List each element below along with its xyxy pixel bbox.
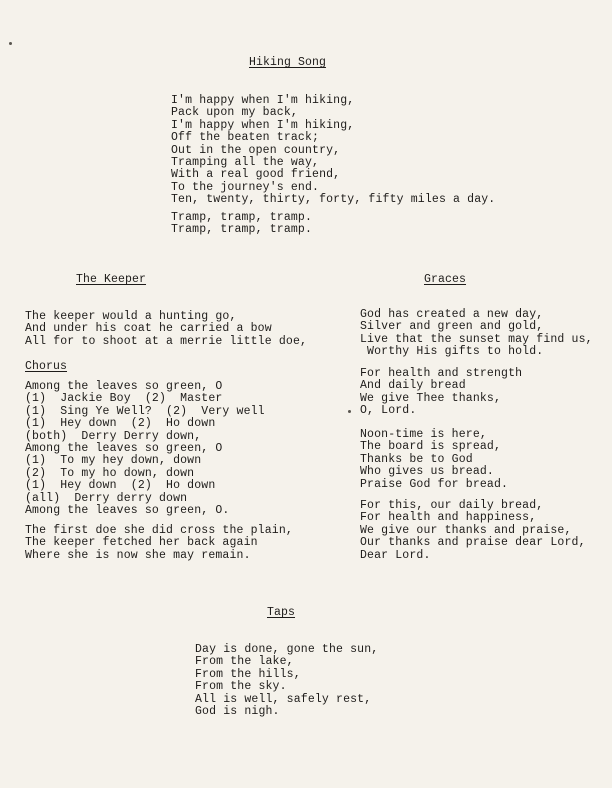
text-line: We give Thee thanks, [360,391,502,405]
text-line: (both) Derry Derry down, [25,429,202,443]
grace-2 [360,368,522,418]
text-line: From the lake, [195,655,294,669]
text-line: Worthy His gifts to hold. [360,345,544,359]
text-line: To the journey's end. [171,180,320,194]
text-line: (1) Jackie Boy (2) Master [25,392,223,406]
text-line: The first doe she did cross the plain, [25,524,293,537]
text-line: Tramping all the way, [171,156,320,170]
text-line: And daily bread [360,379,466,393]
the-keeper-verse-2 [25,525,293,562]
chorus-title: Chorus [25,360,68,373]
text-line: Tramp, tramp, tramp. [171,223,313,237]
grace-4 [360,500,586,562]
text-line: Tramp, tramp, tramp. [171,211,313,224]
text-line: All for to shoot at a merrie little doe, [25,334,308,348]
text-line: With a real good friend, [171,168,341,182]
the-keeper-chorus [25,381,265,517]
text-line: (1) Sing Ye Well? (2) Very well [25,404,265,418]
text-line: Off the beaten track; [171,131,320,145]
text-line: (2) To my ho down, down [25,466,195,480]
text-line: (1) To my hey down, down [25,454,202,468]
text-line: Among the leaves so green, O. [25,504,230,518]
text-line: I'm happy when I'm hiking, [171,118,355,132]
text-line: God has created a new day, [360,308,544,321]
text-line: Out in the open country, [171,143,341,157]
text-line: From the hills, [195,667,301,681]
hiking-song-refrain [171,212,312,237]
text-line: Dear Lord. [360,548,431,562]
text-line: For health and happiness, [360,511,537,525]
text-line: (all) Derry derry down [25,491,188,505]
text-line: (1) Hey down (2) Ho down [25,417,216,431]
text-line: Ten, twenty, thirty, forty, fifty miles a day. [171,193,496,207]
the-keeper-title: The Keeper [76,273,147,286]
grace-3 [360,429,508,491]
text-line: Our thanks and praise dear Lord, [360,536,586,550]
text-line: (1) Hey down (2) Ho down [25,479,216,493]
taps-title: Taps [267,606,296,619]
text-line: We give our thanks and praise, [360,523,572,537]
graces-title: Graces [424,273,467,286]
text-line: From the sky. [195,680,287,694]
text-line: For health and strength [360,367,523,380]
hiking-song-title: Hiking Song [249,56,327,69]
text-line: And under his coat he carried a bow [25,322,272,336]
text-line: Among the leaves so green, O [25,442,223,456]
text-line: The board is spread, [360,440,502,454]
text-line: Thanks be to God [360,452,473,466]
text-line: Silver and green and gold, [360,320,544,334]
text-line: The keeper would a hunting go, [25,310,237,323]
text-line: Pack upon my back, [171,106,298,120]
text-line: Live that the sunset may find us, [360,332,593,346]
text-line: Praise God for bread. [360,477,509,491]
the-keeper-verse-1 [25,311,307,348]
hiking-song-verse [171,95,495,207]
text-line: God is nigh. [195,705,280,719]
text-line: O, Lord. [360,404,417,418]
text-line: For this, our daily bread, [360,499,544,512]
text-line: All is well, safely rest, [195,692,372,706]
text-line: Day is done, gone the sun, [195,643,379,656]
text-line: Where she is now she may remain. [25,548,251,562]
ink-speck [348,410,351,413]
text-line: Noon-time is here, [360,428,487,441]
text-line: The keeper fetched her back again [25,536,258,550]
text-line: I'm happy when I'm hiking, [171,94,355,107]
ink-speck [9,42,12,45]
text-line: Who gives us bread. [360,465,494,479]
text-line: Among the leaves so green, O [25,380,223,393]
taps-verse [195,644,378,718]
grace-1 [360,309,593,359]
